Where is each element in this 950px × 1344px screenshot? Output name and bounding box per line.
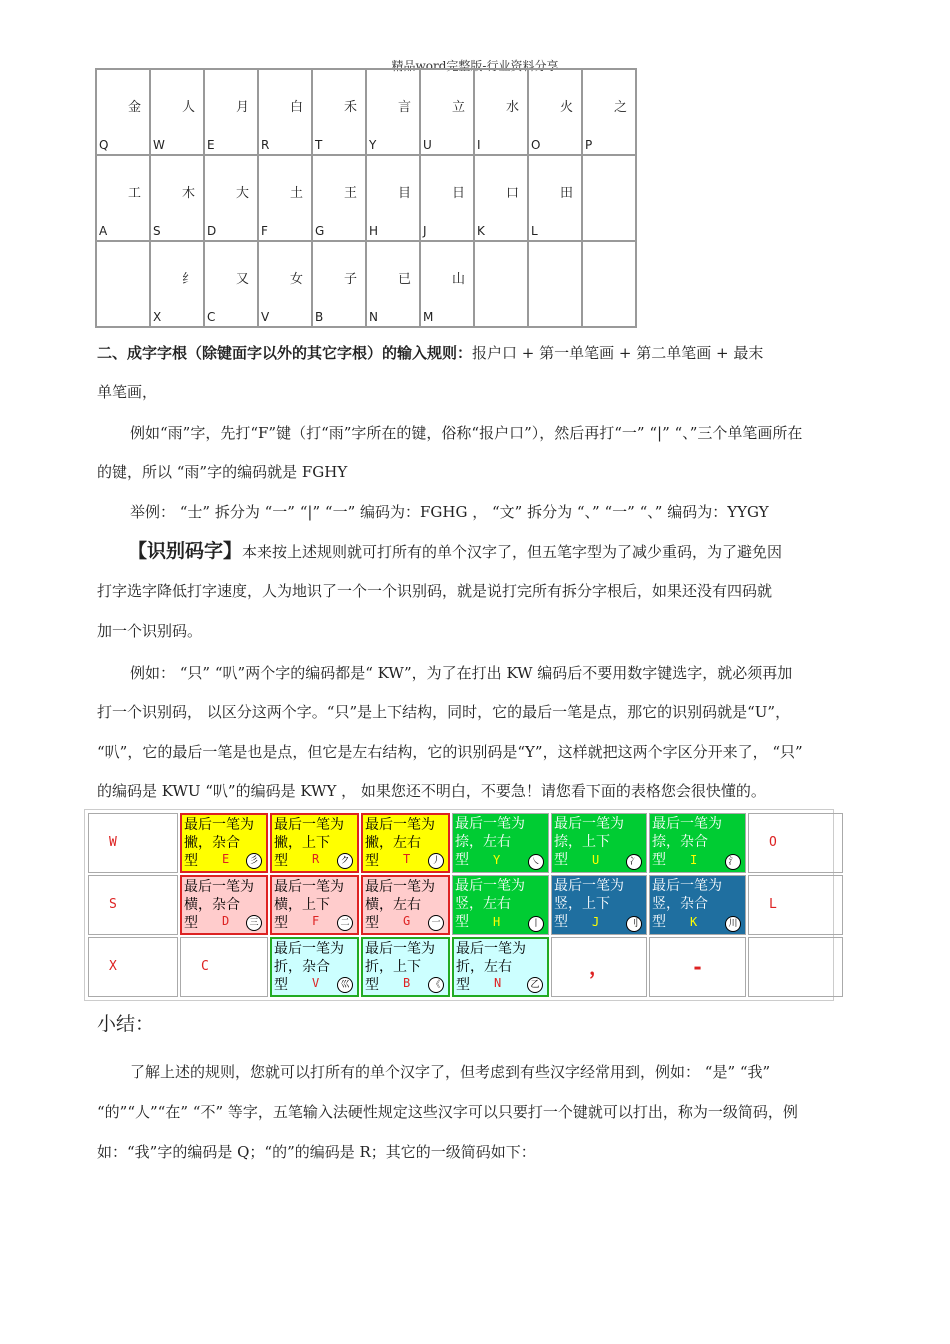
id-code-text: 最后一笔为 [652, 816, 722, 832]
key-cell [366, 69, 420, 155]
id-code-text: 最后一笔为 [365, 817, 435, 833]
id-code-text: 型 [274, 977, 288, 993]
example-3a: 例如： “只” “叭”两个字的编码都是“ KW”，为了在打出 KW 编码后不要用数字键选字，就必须再加 [130, 664, 793, 682]
id-code-text: 最后一笔为 [554, 816, 624, 832]
key-root-char: 已 [397, 272, 411, 287]
id-code-cell [452, 937, 549, 997]
id-code-text: 捺，左右 [455, 834, 511, 850]
id-line-2: 打字选字降低打字速度，人为地识了一个一个识别码，就是说打完所有拆分字根后，如果还没有四码就 [97, 582, 773, 600]
key-root-char: 工 [127, 186, 141, 201]
key-cell [150, 241, 204, 327]
key-letter: Q [99, 138, 109, 152]
id-code-cell [551, 875, 647, 935]
id-code-key: I [690, 853, 698, 867]
example-2: 举例： “士” 拆分为 “一” “|” “一” 编码为：FGHG ， “文” 拆分为 “、” “一” “、” 编码为：YYGY [130, 503, 769, 521]
id-code-cell [361, 875, 450, 935]
id-title: 【识别码字】 [128, 540, 243, 562]
id-code-cell [270, 875, 359, 935]
id-code-text: 竖，杂合 [652, 896, 708, 912]
id-code-text: 最后一笔为 [274, 941, 344, 957]
id-code-text: 型 [652, 914, 666, 930]
key-letter: H [369, 224, 379, 238]
id-code-text: 撇，杂合 [184, 835, 240, 851]
example-1b: 的键，所以 “雨”字的编码就是 FGHY [97, 463, 348, 481]
key-cell [366, 241, 420, 327]
key-cell [312, 241, 366, 327]
id-code-text: 横，左右 [365, 897, 421, 913]
key-cell [150, 155, 204, 241]
key-root-char: 人 [181, 100, 195, 115]
key-cell [96, 69, 150, 155]
key-root-char: 木 [181, 186, 195, 201]
id-code-cell [452, 875, 549, 935]
id-code-cell [361, 937, 450, 997]
id-line-1: 本来按上述规则就可打所有的单个汉字了，但五笔字型为了减少重码，为了避免因 [242, 543, 783, 561]
key-cell [420, 69, 474, 155]
key-c: C [180, 937, 268, 997]
id-code-text: 型 [652, 852, 666, 868]
id-code-text: 型 [184, 915, 198, 931]
key-row [96, 241, 636, 327]
key-root-char: 女 [289, 272, 303, 287]
summary-line-2: “的”“人”“在” “不” 等字，五笔输入法硬性规定这些汉字可以只要打一个键就可以打出，称为一级简码，例 [97, 1103, 798, 1121]
stroke-glyph-icon: 刂 [626, 916, 642, 932]
key-cell [258, 241, 312, 327]
example-3b: 打一个识别码， 以区分这两个字。“只”是上下结构，同时，它的最后一笔是点，那它的识别码就是“U”， [97, 703, 791, 721]
identification-code-table [84, 809, 834, 1001]
stroke-glyph-icon: ㇏ [528, 854, 544, 870]
id-code-text: 折，杂合 [274, 959, 330, 975]
example-1a: 例如“雨”字，先打“F”键（打“雨”字所在的键，俗称“报户口”），然后再打“一” “|” “、”三个单笔画所在 [130, 424, 803, 442]
key-s: S [88, 875, 178, 935]
key-root-char: 日 [451, 186, 465, 201]
key-root-char: 又 [235, 272, 249, 287]
key-letter: T [315, 138, 323, 152]
stroke-glyph-icon: 巛 [337, 977, 353, 993]
key-letter: V [261, 310, 270, 324]
key-cell [312, 69, 366, 155]
id-code-text: 撇，左右 [365, 835, 421, 851]
key-cell [96, 241, 150, 327]
id-code-text: 最后一笔为 [184, 817, 254, 833]
id-code-text: 最后一笔为 [455, 878, 525, 894]
id-code-text: 竖，上下 [554, 896, 610, 912]
key-cell [474, 155, 528, 241]
key-cell [366, 155, 420, 241]
key-letter: A [99, 224, 108, 238]
key-root-char: 王 [343, 186, 357, 201]
id-code-key: N [494, 976, 502, 990]
id-code-cell [180, 875, 268, 935]
rule-cont: 单笔画， [97, 383, 158, 401]
key-cell [420, 155, 474, 241]
stroke-glyph-icon: 彡 [246, 853, 262, 869]
key-letter: I [477, 138, 481, 152]
key-cell [204, 69, 258, 155]
id-code-text: 型 [455, 852, 469, 868]
key-letter: W [153, 138, 165, 152]
id-code-key: D [222, 914, 230, 928]
stroke-glyph-icon: 三 [246, 915, 262, 931]
id-code-key: F [312, 914, 320, 928]
id-code-key: G [403, 914, 411, 928]
key-cell [474, 241, 528, 327]
id-code-key: U [592, 853, 600, 867]
id-code-text: 折，左右 [456, 959, 512, 975]
id-code-text: 撇，上下 [274, 835, 330, 851]
id-code-cell [551, 813, 647, 873]
id-code-text: 型 [365, 853, 379, 869]
id-code-key: B [403, 976, 411, 990]
id-code-text: 型 [274, 853, 288, 869]
id-code-text: 型 [554, 852, 568, 868]
key-letter: D [207, 224, 217, 238]
stroke-glyph-icon: 《 [428, 977, 444, 993]
stroke-glyph-icon: 丿 [428, 853, 444, 869]
key-root-char: 纟 [181, 272, 195, 287]
summary-title: 小结： [97, 1013, 155, 1035]
id-code-text: 折，上下 [365, 959, 421, 975]
key-dash: - [649, 937, 746, 997]
key-root-table [95, 68, 637, 328]
id-code-text: 最后一笔为 [274, 879, 344, 895]
stroke-glyph-icon: 冫 [626, 854, 642, 870]
key-letter: Y [369, 138, 377, 152]
stroke-glyph-icon: 氵 [725, 854, 741, 870]
key-cell [528, 241, 582, 327]
id-code-key: Y [493, 853, 501, 867]
key-cell [312, 155, 366, 241]
id-code-cell [649, 813, 746, 873]
key-letter: U [423, 138, 432, 152]
stroke-glyph-icon: ク [337, 853, 353, 869]
id-code-text: 型 [184, 853, 198, 869]
id-code-cell [180, 813, 268, 873]
key-w: W [88, 813, 178, 873]
key-root-char: 山 [451, 272, 465, 287]
key-row [96, 155, 636, 241]
summary-line-1: 了解上述的规则，您就可以打所有的单个汉字了，但考虑到有些汉字经常用到，例如： “是” “我” [130, 1063, 771, 1081]
key-root-char: 口 [505, 186, 519, 201]
id-code-text: 最后一笔为 [456, 941, 526, 957]
rule-rest: 报户口 + 第一单笔画 + 第二单笔画 + 最末 [472, 344, 764, 362]
stroke-glyph-icon: 川 [725, 916, 741, 932]
key-cell [420, 241, 474, 327]
key-letter: L [531, 224, 538, 238]
key-x: X [88, 937, 178, 997]
key-l: L [748, 875, 843, 935]
id-code-text: 最后一笔为 [365, 879, 435, 895]
id-code-text: 横，上下 [274, 897, 330, 913]
key-cell [528, 69, 582, 155]
key-row [96, 69, 636, 155]
id-paragraph [128, 541, 888, 562]
id-code-cell [649, 875, 746, 935]
id-code-text: 横，杂合 [184, 897, 240, 913]
id-code-text: 型 [274, 915, 288, 931]
id-code-cell [361, 813, 450, 873]
key-root-char: 土 [289, 186, 303, 201]
example-3d: 的编码是 KWU “叭”的编码是 KWY ， 如果您还不明白，不要急！请您看下面的表格您会很快懂的。 [97, 782, 766, 800]
stroke-glyph-icon: 乙 [527, 977, 543, 993]
id-code-text: 最后一笔为 [184, 879, 254, 895]
id-code-text: 捺，上下 [554, 834, 610, 850]
summary-line-3: 如：“我”字的编码是 Q；“的”的编码是 R；其它的一级简码如下： [97, 1143, 536, 1161]
id-code-key: H [493, 915, 501, 929]
key-root-char: 白 [289, 100, 303, 115]
stroke-glyph-icon: 丨 [528, 916, 544, 932]
key-letter: J [423, 224, 427, 238]
id-code-text: 最后一笔为 [455, 816, 525, 832]
stroke-glyph-icon: 一 [428, 915, 444, 931]
key-root-char: 大 [235, 186, 249, 201]
key-letter: K [477, 224, 485, 238]
key-letter: R [261, 138, 270, 152]
id-code-key: E [222, 852, 230, 866]
key-root-char: 金 [127, 100, 141, 115]
key-letter: O [531, 138, 541, 152]
id-code-text: 最后一笔为 [365, 941, 435, 957]
id-code-cell [270, 937, 359, 997]
key-letter: N [369, 310, 378, 324]
key-cell [204, 155, 258, 241]
key-cell [258, 155, 312, 241]
key-root-char: 火 [559, 100, 573, 115]
example-3c: “叭”，它的最后一笔是也是点，但它是左右结构，它的识别码是“Y”，这样就把这两个字区分开来了， “只” [97, 743, 803, 761]
id-code-key: V [312, 976, 320, 990]
key-root-char: 田 [559, 186, 573, 201]
key-cell [474, 69, 528, 155]
key-root-char: 禾 [343, 100, 357, 115]
id-code-text: 型 [365, 915, 379, 931]
id-code-text: 最后一笔为 [554, 878, 624, 894]
id-code-key: T [403, 852, 411, 866]
key-cell [582, 69, 636, 155]
id-code-text: 最后一笔为 [652, 878, 722, 894]
key-cell [582, 241, 636, 327]
key-root-char: 之 [613, 100, 627, 115]
key-letter: C [207, 310, 216, 324]
id-code-text: 型 [365, 977, 379, 993]
key-comma: ， [551, 937, 647, 997]
key-letter: X [153, 310, 162, 324]
id-code-text: 最后一笔为 [274, 817, 344, 833]
key-cell [204, 241, 258, 327]
rule-bold: 二、成字字根（除键面字以外的其它字根）的输入规则： [97, 344, 473, 362]
id-code-text: 竖，左右 [455, 896, 511, 912]
rule-paragraph [97, 343, 857, 363]
id-code-key: K [690, 915, 698, 929]
key-root-char: 立 [451, 100, 465, 115]
id-code-text: 型 [455, 914, 469, 930]
key-cell [96, 155, 150, 241]
id-code-cell [452, 813, 549, 873]
key-cell [150, 69, 204, 155]
id-code-key: J [592, 915, 600, 929]
key-o: O [748, 813, 843, 873]
key-root-char: 目 [397, 186, 411, 201]
id-code-key: R [312, 852, 320, 866]
key-root-char: 月 [235, 100, 249, 115]
id-code-text: 捺，杂合 [652, 834, 708, 850]
key-root-char: 水 [505, 100, 519, 115]
key-letter: G [315, 224, 325, 238]
page-header: 精品word完整版-行业资料分享 [391, 59, 559, 73]
key-letter: F [261, 224, 268, 238]
id-line-3: 加一个识别码。 [97, 622, 203, 640]
key-cell [528, 155, 582, 241]
key-letter: M [423, 310, 434, 324]
key-letter: B [315, 310, 324, 324]
key-root-char: 子 [343, 272, 357, 287]
key-letter: S [153, 224, 161, 238]
key-letter: E [207, 138, 215, 152]
empty-cell [748, 937, 843, 997]
id-code-text: 型 [554, 914, 568, 930]
stroke-glyph-icon: 二 [337, 915, 353, 931]
key-letter: P [585, 138, 593, 152]
key-cell [582, 155, 636, 241]
key-root-char: 言 [397, 100, 411, 115]
id-code-text: 型 [456, 977, 470, 993]
id-code-cell [270, 813, 359, 873]
key-cell [258, 69, 312, 155]
